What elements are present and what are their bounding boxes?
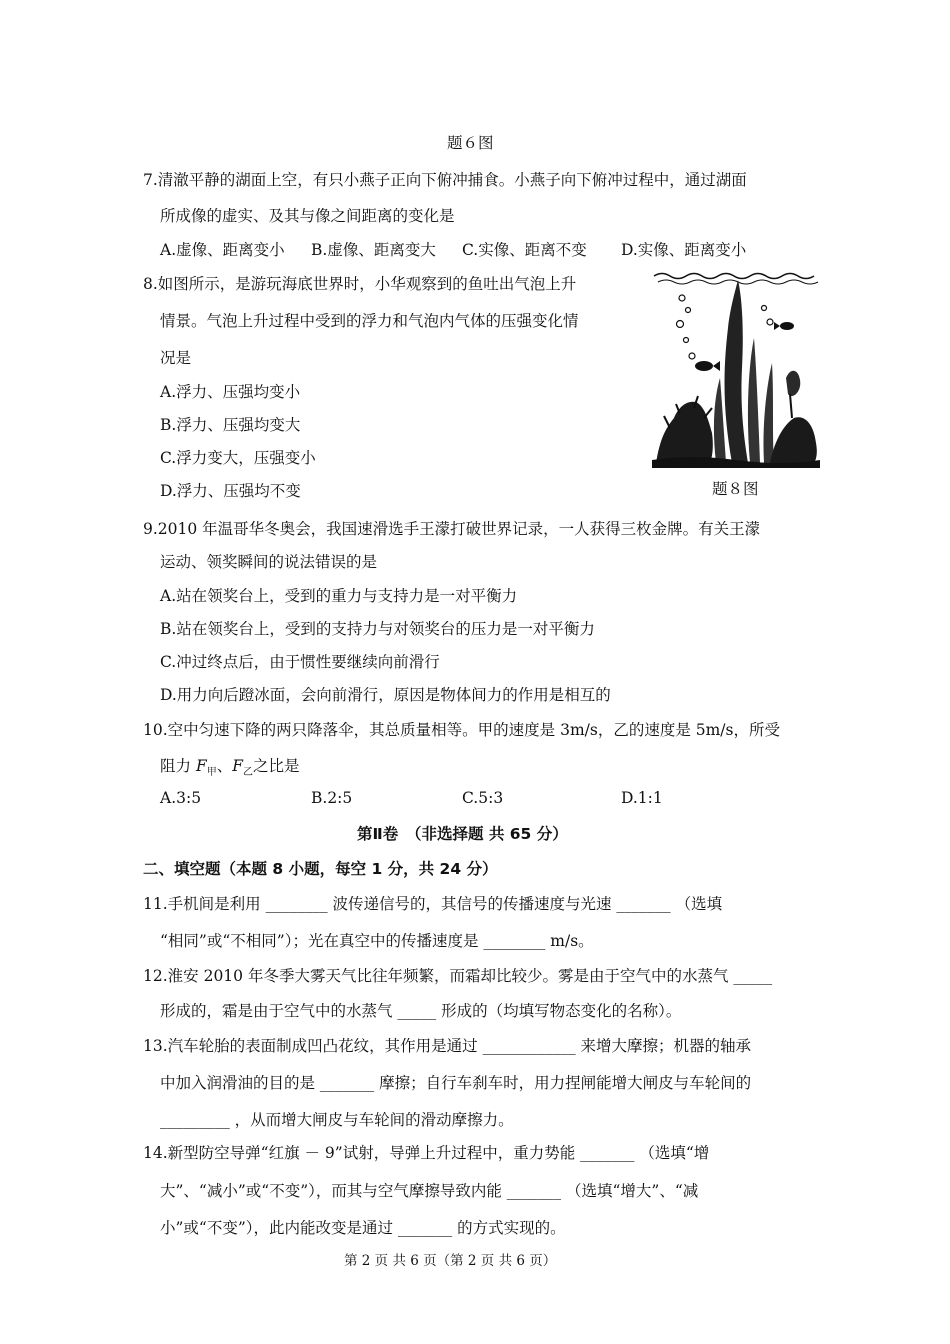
q10-line1: 10.空中匀速下降的两只降落伞，其总质量相等。甲的速度是 3m/s，乙的速度是 5m/s，所受: [143, 721, 780, 739]
q13-line1: 13.汽车轮胎的表面制成凹凸花纹，其作用是通过 ____________ 来增大摩擦；机器的轴承: [143, 1037, 752, 1055]
q10-separator: 、: [216, 757, 233, 775]
q8-line2: 情景。气泡上升过程中受到的浮力和气泡内气体的压强变化情: [160, 312, 579, 330]
q14-line3: 小”或“不变”），此内能改变是通过 _______ 的方式实现的。: [160, 1219, 566, 1237]
q9-option-b: B.站在领奖台上，受到的支持力与对领奖台的压力是一对平衡力: [160, 620, 595, 638]
q13-line3: _________ ，从而增大闸皮与车轮间的滑动摩擦力。: [160, 1111, 514, 1129]
q8-option-d: D.浮力、压强均不变: [160, 482, 301, 500]
fig8-aquarium-illustration: [652, 268, 820, 468]
q11-line2: “相同”或“不相同”）；光在真空中的传播速度是 ________ m/s。: [160, 932, 594, 950]
q7-option-b: B.虚像、距离变大: [311, 241, 436, 259]
q14-line1: 14.新型防空导弹“红旗 － 9”试射，导弹上升过程中，重力势能 _______ （选填“增: [143, 1144, 710, 1162]
q7-option-c: C.实像、距离不变: [462, 241, 587, 259]
force-symbol-jia: F: [195, 757, 207, 775]
q10-option-b: B.2:5: [311, 789, 353, 807]
q8-option-a: A.浮力、压强均变小: [160, 383, 301, 401]
q10-option-a: A.3:5: [160, 789, 202, 807]
page-footer: 第 2 页 共 6 页（第 2 页 共 6 页）: [344, 1253, 557, 1269]
q9-line1: 9.2010 年温哥华冬奥会，我国速滑选手王濛打破世界记录，一人获得三枚金牌。有关王濛: [143, 520, 761, 538]
q10-option-d: D.1:1: [621, 789, 663, 807]
q7-line2: 所成像的虚实、及其与像之间距离的变化是: [160, 207, 455, 225]
section2-title: 二、填空题（本题 8 小题，每空 1 分，共 24 分）: [143, 860, 498, 878]
q10-option-c: C.5:3: [462, 789, 504, 807]
q8-line3: 况是: [160, 349, 192, 367]
q9-line2: 运动、领奖瞬间的说法错误的是: [160, 553, 378, 571]
force-subscript-jia: 甲: [206, 767, 217, 779]
fig8-caption: 题８图: [712, 480, 759, 498]
q7-option-d: D.实像、距离变小: [621, 241, 747, 259]
q9-option-c: C.冲过终点后，由于惯性要继续向前滑行: [160, 653, 440, 671]
q8-option-b: B.浮力、压强均变大: [160, 416, 301, 434]
q11-line1: 11.手机间是利用 ________ 波传递信号的，其信号的传播速度与光速 _______ （选填: [143, 895, 723, 913]
q8-line1: 8.如图所示，是游玩海底世界时，小华观察到的鱼吐出气泡上升: [143, 275, 577, 293]
q10-line2: [160, 754, 300, 778]
q12-line1: 12.淮安 2010 年冬季大雾天气比往年频繁，而霜却比较少。雾是由于空气中的水蒸气 _____: [143, 967, 773, 985]
q10-line2-suffix: 之比是: [252, 757, 300, 775]
q8-option-c: C.浮力变大，压强变小: [160, 449, 316, 467]
q9-option-d: D.用力向后蹬冰面，会向前滑行，原因是物体间力的作用是相互的: [160, 686, 611, 704]
q7-option-a: A.虚像、距离变小: [160, 241, 285, 259]
force-symbol-yi: F: [232, 757, 243, 775]
q7-line1: 7.清澈平静的湖面上空，有只小燕子正向下俯冲捕食。小燕子向下俯冲过程中，通过湖面: [143, 171, 747, 189]
force-subscript-yi: 乙: [242, 767, 253, 779]
fig6-caption: 题６图: [447, 134, 494, 152]
q9-option-a: A.站在领奖台上，受到的重力与支持力是一对平衡力: [160, 587, 518, 605]
part2-title: 第Ⅱ卷 （非选择题 共 65 分）: [357, 825, 568, 843]
q10-line2-prefix: 阻力: [160, 757, 196, 775]
q12-line2: 形成的，霜是由于空气中的水蒸气 _____ 形成的（均填写物态变化的名称）。: [160, 1002, 682, 1020]
q14-line2: 大”、“减小”或“不变”），而其与空气摩擦导致内能 _______ （选填“增大”、“减: [160, 1182, 699, 1200]
q13-line2: 中加入润滑油的目的是 _______ 摩擦；自行车刹车时，用力捏闸能增大闸皮与车轮间的: [160, 1074, 752, 1092]
